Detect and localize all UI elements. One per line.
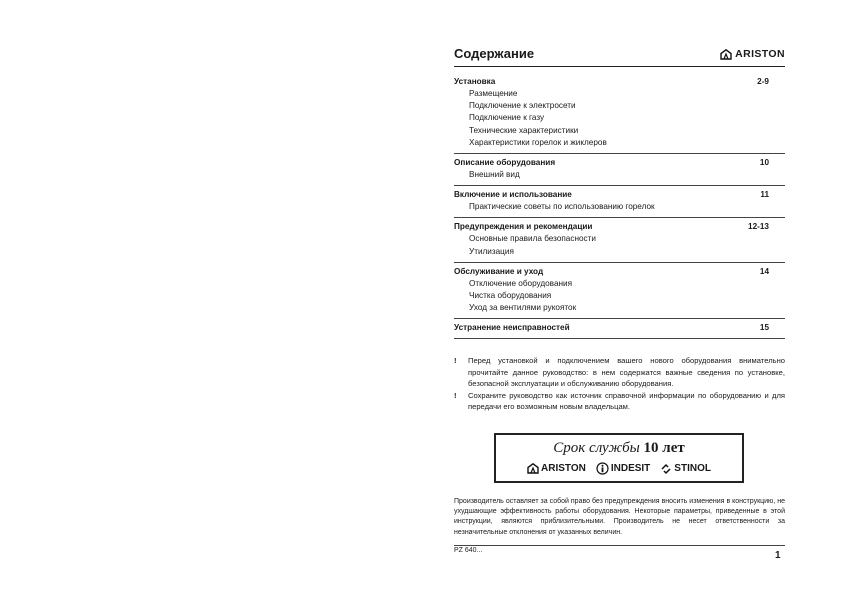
toc-section — [454, 319, 785, 339]
service-life-text — [496, 440, 742, 457]
toc-section — [454, 263, 785, 320]
toc-section-title: Описание оборудования — [454, 158, 556, 168]
toc-subitem: Чистка оборудования — [469, 291, 552, 301]
toc-section-title: Обслуживание и уход — [454, 266, 544, 276]
house-logo-icon — [720, 49, 732, 60]
page-title: Содержание — [454, 46, 535, 61]
exclamation-icon: ! — [454, 390, 457, 400]
brand-logo — [720, 48, 785, 60]
toc-section — [454, 218, 785, 262]
toc-section-pages: 15 — [759, 323, 769, 333]
brand-logos — [496, 462, 742, 475]
table-of-contents — [454, 76, 785, 339]
contents-page — [454, 44, 785, 413]
exclamation-icon: ! — [454, 356, 457, 366]
toc-section — [454, 154, 785, 186]
toc-section-pages: 12-13 — [748, 222, 769, 232]
service-life-value: 10 лет — [643, 440, 685, 456]
toc-subitem: Основные правила безопасности — [469, 234, 596, 244]
toc-section-header — [454, 76, 785, 88]
toc-section-pages: 10 — [759, 158, 769, 168]
note-text: Сохраните руководство как источник справочной информации по оборудованию и для передачи его возможным новым владельцам. — [468, 390, 785, 412]
toc-subitem: Характеристики горелок и жиклеров — [469, 137, 607, 147]
service-life-box — [494, 433, 744, 483]
toc-section-title: Включение и использование — [454, 190, 572, 200]
toc-subitem: Практические советы по использованию горелок — [469, 202, 655, 212]
note-item — [454, 390, 785, 413]
toc-section-pages: 2-9 — [757, 77, 769, 86]
footer-divider — [454, 545, 785, 546]
page-header — [454, 44, 785, 67]
toc-subitem: Размещение — [469, 89, 518, 98]
stinol-logo-text: STINOL — [674, 463, 711, 474]
service-life-label: Срок службы — [553, 440, 640, 456]
note-text: Перед установкой и подключением вашего нового оборудования внимательно прочитайте данное руководство: в нем содержатся важные сведения по установке, безопасной эксплуатации и обслуживанию оборудования. — [468, 356, 785, 389]
ariston-logo-text: ARISTON — [541, 463, 586, 474]
toc-subitem: Подключение к газу — [469, 113, 545, 123]
toc-section-pages: 11 — [760, 190, 769, 200]
toc-section-header — [454, 189, 785, 201]
toc-section-pages: 14 — [759, 266, 769, 276]
toc-subitem: Утилизация — [469, 246, 514, 256]
page-number: 1 — [775, 550, 781, 561]
toc-section-title: Установка — [454, 77, 496, 86]
document-code: PZ 640... — [454, 547, 483, 554]
disclaimer-text: Производитель оставляет за собой право без предупреждения вносить изменения в конструкцию, не ухудшающие эффективность работы оборудования. Некоторые параметры, приведенные в этой инструкции, являются приблизительными. Производитель не несет ответственности за незначительные отклонения от указанных величин. — [454, 498, 785, 536]
toc-subitem: Подключение к электросети — [469, 101, 576, 111]
note-item — [454, 355, 785, 390]
ariston-logo — [527, 463, 586, 474]
toc-section-header — [454, 322, 785, 334]
toc-subitem: Внешний вид — [469, 170, 520, 180]
house-logo-icon — [527, 463, 539, 474]
stinol-logo — [660, 463, 711, 475]
toc-subitem: Уход за вентилями рукояток — [469, 303, 577, 313]
toc-section — [454, 76, 785, 154]
i-circle-logo-icon — [596, 462, 609, 475]
toc-section-header — [454, 157, 785, 169]
notes-list — [454, 355, 785, 413]
s-logo-icon — [660, 463, 672, 475]
toc-section-header — [454, 266, 785, 278]
toc-subitem: Отключение оборудования — [469, 278, 573, 288]
indesit-logo — [596, 462, 650, 475]
brand-name: ARISTON — [735, 48, 785, 60]
toc-subitem: Технические характеристики — [469, 125, 579, 135]
toc-section — [454, 186, 785, 218]
toc-section-header — [454, 221, 785, 233]
toc-section-title: Устранение неисправностей — [454, 323, 570, 333]
indesit-logo-text: INDESIT — [610, 463, 651, 474]
toc-section-title: Предупреждения и рекомендации — [454, 222, 593, 232]
